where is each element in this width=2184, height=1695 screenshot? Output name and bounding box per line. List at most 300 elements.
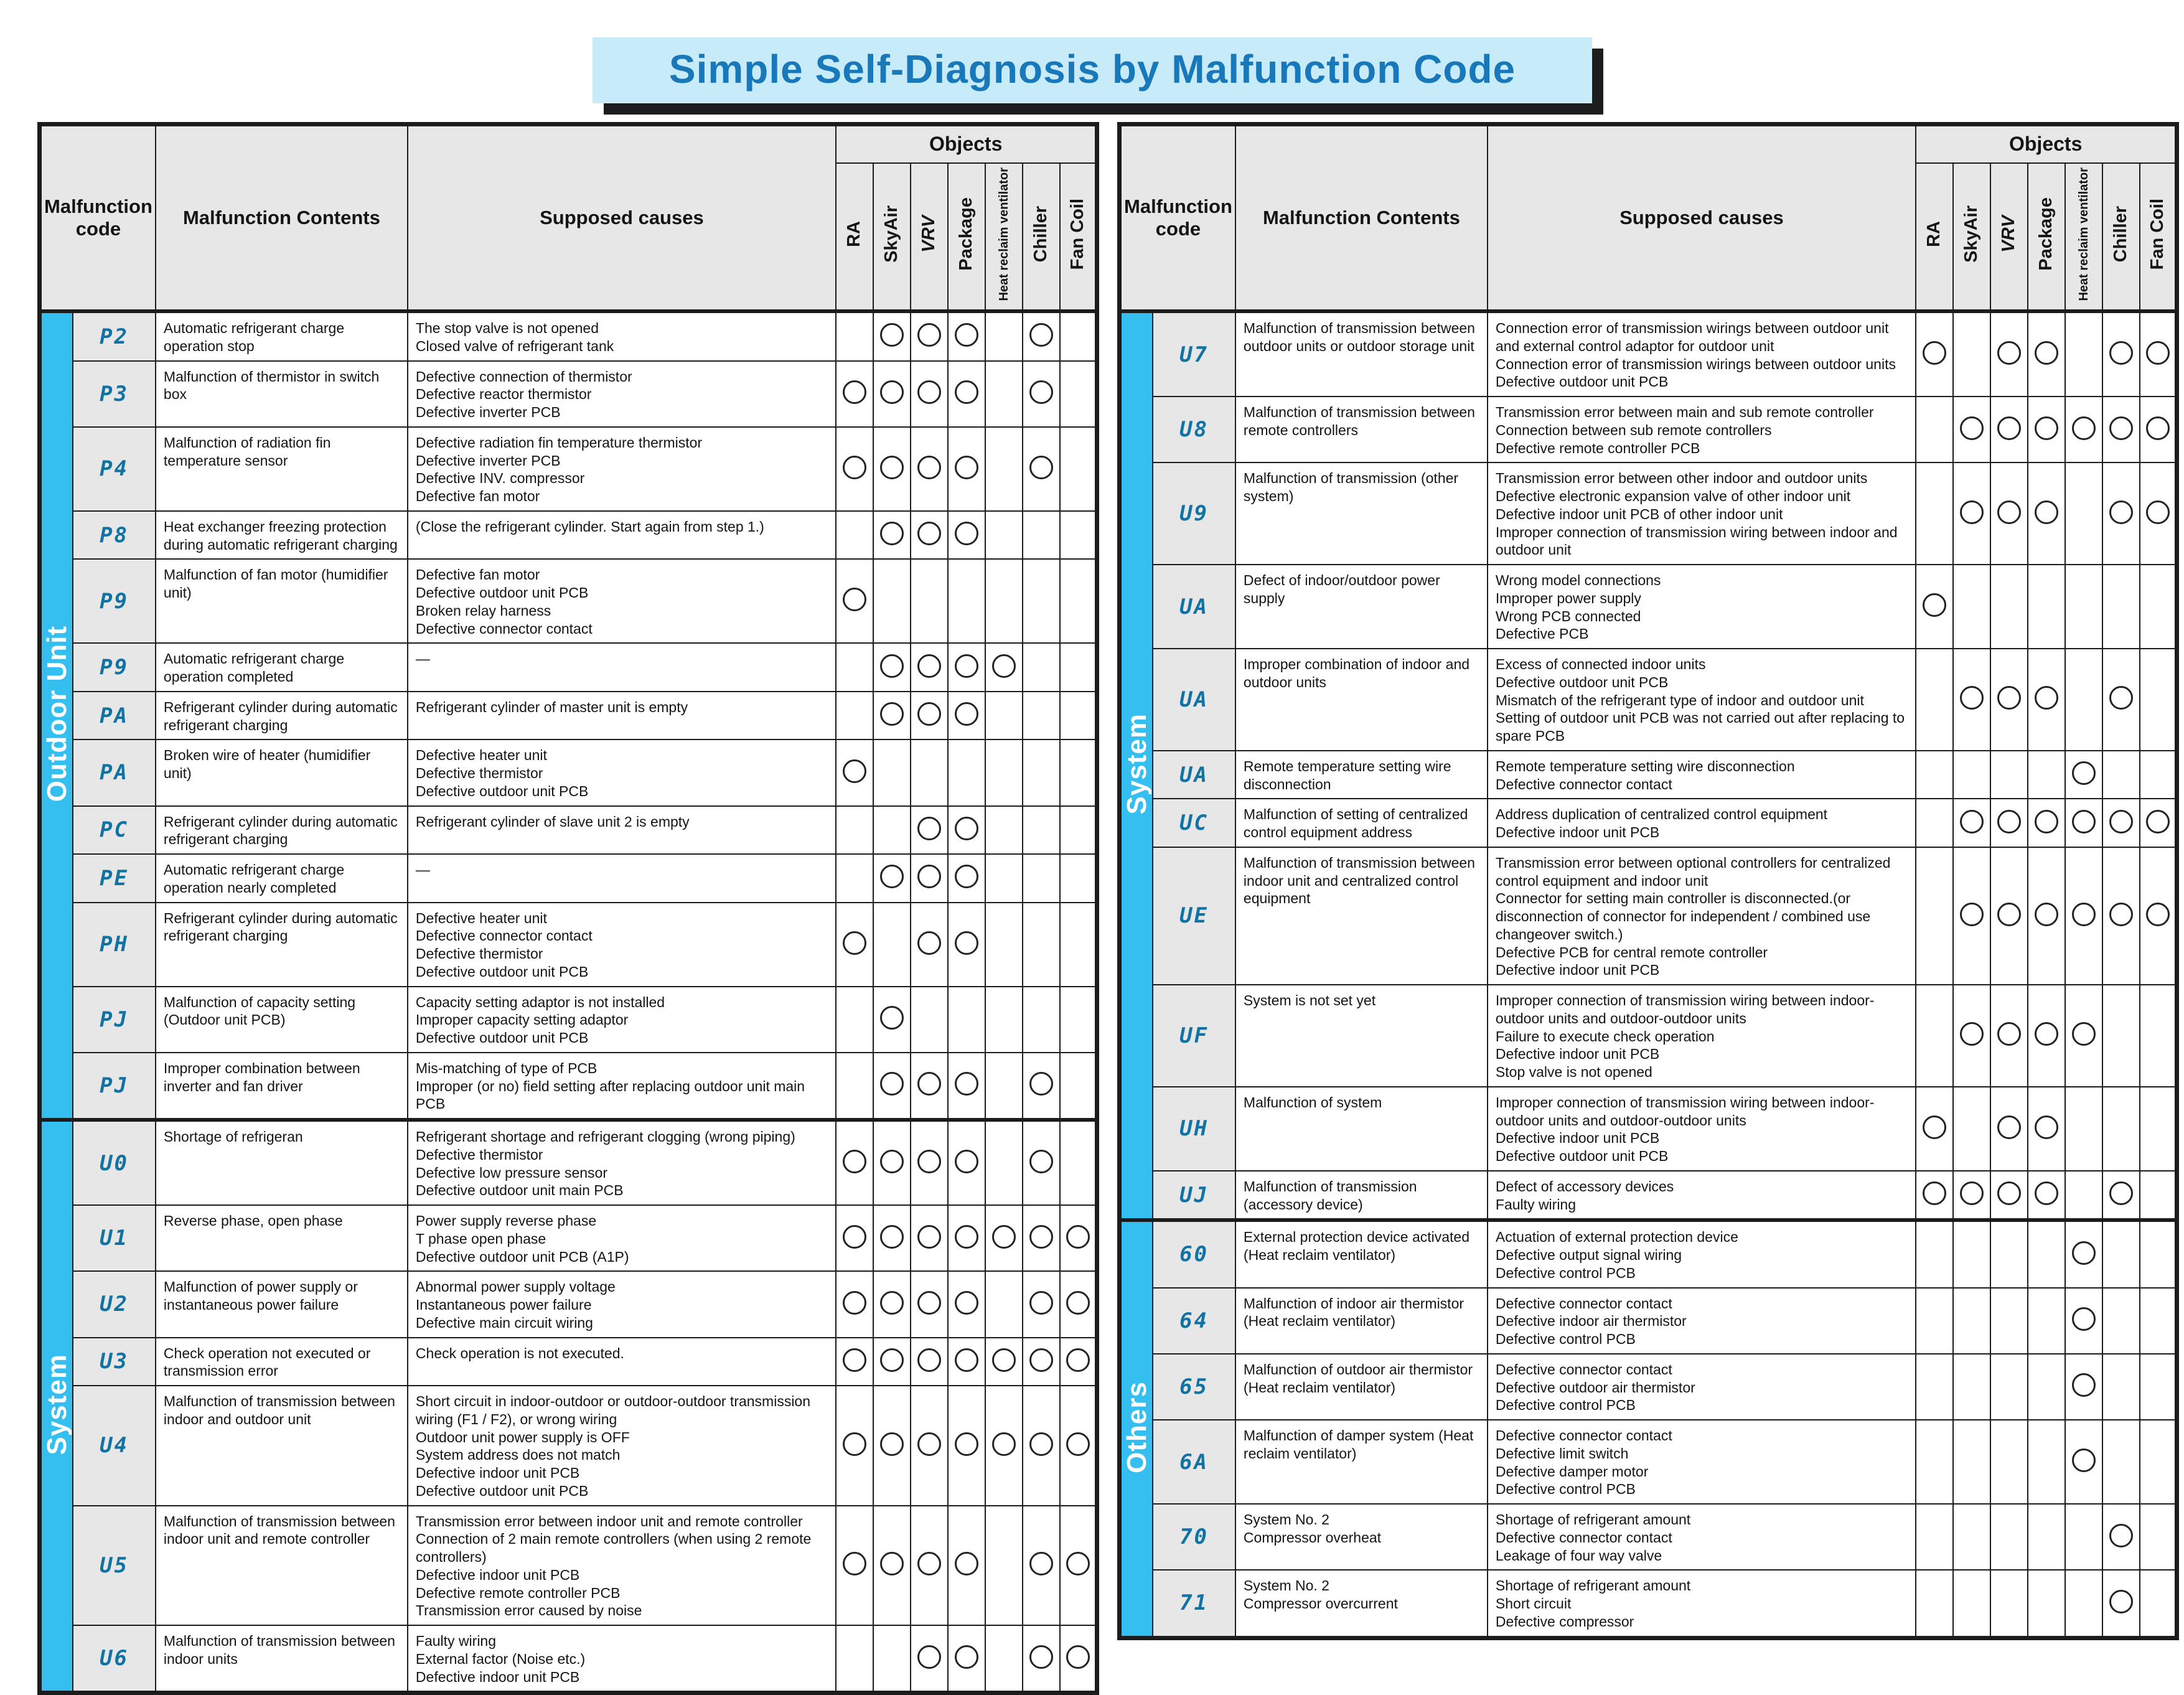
malfunction-code-cell [73, 427, 156, 511]
object-cell-fan-coil [1060, 559, 1097, 643]
column-header-malfunction-code: Malfunction code [40, 124, 156, 312]
object-cell-chiller [1023, 1271, 1060, 1337]
table-row [40, 311, 1097, 361]
supposed-causes-line: System address does not match [415, 1447, 621, 1463]
object-cell-ra [836, 643, 873, 692]
applicable-circle-icon [917, 1225, 941, 1249]
object-cell-package [948, 1386, 985, 1506]
object-cell-fan-coil [1060, 1386, 1097, 1506]
object-cell-package [948, 987, 985, 1053]
applicable-circle-icon [955, 1348, 978, 1372]
object-cell-ra [1916, 799, 1953, 847]
column-header-malfunction-contents: Malfunction Contents [156, 124, 408, 312]
object-cell-heat-reclaim-ventilator [985, 987, 1023, 1053]
applicable-circle-icon [2072, 1307, 2096, 1331]
object-cell-heat-reclaim-ventilator [2065, 1087, 2102, 1171]
supposed-causes-line: Defective limit switch [1495, 1445, 1629, 1462]
applicable-circle-icon [1923, 593, 1946, 617]
object-cell-skyair [873, 1053, 911, 1120]
object-cell-ra [836, 511, 873, 560]
object-cell-vrv [1990, 751, 2028, 799]
object-cell-ra [1916, 1504, 1953, 1570]
object-cell-fan-coil [2140, 565, 2177, 649]
applicable-circle-icon [1066, 1432, 1090, 1456]
object-cell-package [948, 559, 985, 643]
malfunction-code: PJ [100, 1007, 129, 1032]
column-header-supposed-causes: Supposed causes [1488, 124, 1916, 312]
applicable-circle-icon [2109, 341, 2133, 365]
table-row [1120, 1354, 2177, 1420]
object-cell-chiller [1023, 1338, 1060, 1386]
object-cell-vrv [1990, 799, 2028, 847]
table-row [40, 1053, 1097, 1120]
page-title [593, 37, 1592, 103]
applicable-circle-icon [955, 1072, 978, 1096]
object-cell-skyair [1953, 799, 1990, 847]
object-cell-fan-coil [2140, 1220, 2177, 1287]
malfunction-contents-line: Compressor overheat [1243, 1529, 1382, 1546]
applicable-circle-icon [1029, 1291, 1053, 1315]
supposed-causes-line: Transmission error caused by noise [415, 1602, 642, 1619]
section-label-system [40, 1120, 73, 1693]
section-label-text: System [1121, 713, 1152, 815]
object-cell-vrv [1990, 565, 2028, 649]
malfunction-contents-cell [156, 427, 408, 511]
malfunction-code: U0 [100, 1150, 129, 1176]
supposed-causes-cell [408, 1338, 836, 1386]
supposed-causes-line: — [415, 862, 430, 878]
object-header-skyair: SkyAir [873, 163, 911, 312]
object-cell-heat-reclaim-ventilator [2065, 1288, 2102, 1354]
supposed-causes-line: Mismatch of the refrigerant type of indoor and outdoor unit [1495, 692, 1864, 708]
table-row [1120, 985, 2177, 1087]
malfunction-code-cell [73, 511, 156, 560]
object-cell-skyair [873, 311, 911, 361]
table-row [40, 1386, 1097, 1506]
applicable-circle-icon [2035, 903, 2058, 926]
malfunction-contents-line: Malfunction of transmission between indoor units [163, 1633, 395, 1667]
object-cell-fan-coil [1060, 692, 1097, 740]
applicable-circle-icon [880, 522, 904, 545]
object-cell-ra [836, 1120, 873, 1205]
object-cell-vrv [911, 854, 948, 903]
malfunction-code-cell [1153, 1288, 1235, 1354]
object-cell-heat-reclaim-ventilator [985, 854, 1023, 903]
applicable-circle-icon [2035, 1115, 2058, 1139]
column-header-objects: Objects [836, 124, 1097, 163]
malfunction-contents-line: Malfunction of power supply or instantaneous power failure [163, 1279, 358, 1313]
object-cell-heat-reclaim-ventilator [985, 1271, 1023, 1337]
table-row [1120, 565, 2177, 649]
object-cell-fan-coil [1060, 427, 1097, 511]
object-cell-chiller [2102, 397, 2140, 462]
applicable-circle-icon [2109, 810, 2133, 833]
object-cell-package [948, 1625, 985, 1693]
applicable-circle-icon [955, 1432, 978, 1456]
malfunction-code-cell [73, 1506, 156, 1626]
supposed-causes-line: Stop valve is not opened [1495, 1064, 1652, 1081]
supposed-causes-line: Defective connector contact [1495, 1529, 1672, 1546]
object-cell-skyair [1953, 1354, 1990, 1420]
object-cell-chiller [2102, 847, 2140, 985]
malfunction-code: P3 [100, 381, 129, 406]
column-header-malfunction-contents: Malfunction Contents [1235, 124, 1488, 312]
table-row [1120, 1171, 2177, 1221]
supposed-causes-line: Short circuit in indoor-outdoor or outdoor-outdoor transmission wiring (F1 / F2), or wrong wiring [415, 1393, 811, 1427]
applicable-circle-icon [1029, 323, 1053, 347]
object-cell-vrv [1990, 1220, 2028, 1287]
applicable-circle-icon [1066, 1225, 1090, 1249]
page-title-text: Simple Self-Diagnosis by Malfunction Code [668, 47, 1516, 92]
table-row [1120, 397, 2177, 462]
object-cell-package [2028, 985, 2065, 1087]
malfunction-code: UA [1179, 687, 1209, 712]
applicable-circle-icon [2072, 1022, 2096, 1046]
applicable-circle-icon [843, 1432, 866, 1456]
malfunction-contents-cell [156, 903, 408, 987]
supposed-causes-cell [408, 854, 836, 903]
malfunction-code: U1 [100, 1226, 129, 1251]
malfunction-code: 6A [1179, 1449, 1209, 1475]
malfunction-code: U4 [100, 1433, 129, 1458]
supposed-causes-cell [1488, 1570, 1916, 1638]
applicable-circle-icon [2109, 416, 2133, 440]
applicable-circle-icon [2109, 686, 2133, 710]
supposed-causes-cell [408, 1053, 836, 1120]
table-row [1120, 1504, 2177, 1570]
supposed-causes-cell [408, 643, 836, 692]
applicable-circle-icon [955, 817, 978, 840]
object-cell-chiller [2102, 311, 2140, 397]
object-cell-fan-coil [1060, 1120, 1097, 1205]
malfunction-contents-line: Refrigerant cylinder during automatic refrigerant charging [163, 813, 398, 848]
object-cell-fan-coil [2140, 462, 2177, 565]
malfunction-contents-line: Reverse phase, open phase [163, 1213, 343, 1229]
malfunction-code-cell [73, 1053, 156, 1120]
object-cell-fan-coil [1060, 643, 1097, 692]
object-cell-package [948, 854, 985, 903]
malfunction-code-cell [73, 903, 156, 987]
supposed-causes-line: Defective PCB for central remote controller [1495, 944, 1768, 960]
malfunction-code: U9 [1179, 501, 1209, 527]
object-cell-package [948, 1053, 985, 1120]
supposed-causes-line: Defective outdoor unit PCB [415, 1482, 589, 1499]
malfunction-contents-line: Automatic refrigerant charge operation nearly completed [163, 862, 345, 896]
applicable-circle-icon [917, 1645, 941, 1669]
malfunction-contents-line: Malfunction of transmission between remote controllers [1243, 404, 1475, 438]
object-cell-ra [836, 987, 873, 1053]
malfunction-code-cell [1153, 1504, 1235, 1570]
object-cell-chiller [1023, 511, 1060, 560]
object-cell-skyair [1953, 311, 1990, 397]
object-cell-skyair [873, 427, 911, 511]
object-cell-package [948, 806, 985, 855]
table-row [1120, 1420, 2177, 1504]
supposed-causes-cell [1488, 397, 1916, 462]
object-cell-fan-coil [2140, 1570, 2177, 1638]
supposed-causes-line: Defective INV. compressor [415, 470, 585, 487]
object-cell-heat-reclaim-ventilator [2065, 311, 2102, 397]
malfunction-code: P4 [100, 456, 129, 482]
object-cell-skyair [1953, 1087, 1990, 1171]
malfunction-contents-line: Automatic refrigerant charge operation completed [163, 650, 345, 685]
applicable-circle-icon [843, 759, 866, 783]
supposed-causes-line: Defective indoor unit PCB [1495, 824, 1660, 841]
applicable-circle-icon [2035, 686, 2058, 710]
object-cell-vrv [911, 692, 948, 740]
malfunction-contents-cell [1235, 1171, 1488, 1221]
malfunction-code-cell [73, 559, 156, 643]
supposed-causes-cell [408, 692, 836, 740]
malfunction-code-cell [73, 854, 156, 903]
object-cell-package [948, 1205, 985, 1271]
malfunction-contents-line: Defect of indoor/outdoor power supply [1243, 572, 1440, 606]
malfunction-contents-line: Remote temperature setting wire disconnection [1243, 758, 1451, 792]
diagnosis-table-left [37, 122, 1099, 1695]
object-cell-vrv [911, 1205, 948, 1271]
object-cell-package [948, 427, 985, 511]
object-cell-ra [836, 1338, 873, 1386]
object-header-ra: RA [1916, 163, 1953, 312]
applicable-circle-icon [880, 323, 904, 347]
supposed-causes-line: Defective outdoor unit PCB [415, 963, 589, 980]
applicable-circle-icon [917, 1432, 941, 1456]
malfunction-code: P8 [100, 522, 129, 548]
applicable-circle-icon [1066, 1348, 1090, 1372]
supposed-causes-cell [408, 1205, 836, 1271]
object-cell-skyair [873, 1506, 911, 1626]
object-cell-chiller [2102, 1504, 2140, 1570]
object-cell-chiller [1023, 854, 1060, 903]
applicable-circle-icon [1029, 1225, 1053, 1249]
section-label-text: Others [1121, 1381, 1152, 1473]
applicable-circle-icon [1029, 456, 1053, 479]
malfunction-contents-line: System is not set yet [1243, 992, 1376, 1009]
malfunction-code-cell [1153, 1570, 1235, 1638]
malfunction-code: PH [100, 932, 129, 957]
applicable-circle-icon [843, 931, 866, 955]
malfunction-code-cell [1153, 462, 1235, 565]
object-cell-package [2028, 1171, 2065, 1221]
malfunction-code: PA [100, 760, 129, 786]
malfunction-code: PE [100, 865, 129, 891]
supposed-causes-line: Refrigerant cylinder of slave unit 2 is empty [415, 813, 690, 830]
supposed-causes-cell [1488, 1288, 1916, 1354]
object-cell-chiller [1023, 740, 1060, 805]
applicable-circle-icon [992, 1225, 1016, 1249]
malfunction-contents-line: Malfunction of radiation fin temperature sensor [163, 434, 331, 469]
supposed-causes-line: Defective outdoor unit PCB [1495, 373, 1669, 390]
object-cell-package [948, 311, 985, 361]
applicable-circle-icon [843, 588, 866, 611]
malfunction-contents-cell [1235, 565, 1488, 649]
applicable-circle-icon [880, 1150, 904, 1173]
supposed-causes-line: Defective outdoor unit PCB (A1P) [415, 1248, 629, 1265]
object-cell-skyair [873, 740, 911, 805]
malfunction-contents-line: Check operation not executed or transmission error [163, 1345, 371, 1379]
table-header [1120, 124, 2177, 312]
object-cell-ra [1916, 1087, 1953, 1171]
supposed-causes-line: Defective outdoor unit PCB [415, 585, 589, 601]
section-label-others [1120, 1220, 1153, 1638]
applicable-circle-icon [1960, 810, 1984, 833]
object-cell-skyair [873, 1338, 911, 1386]
object-cell-ra [1916, 311, 1953, 397]
object-header-chiller: Chiller [2102, 163, 2140, 312]
object-cell-vrv [911, 987, 948, 1053]
applicable-circle-icon [843, 380, 866, 404]
object-cell-heat-reclaim-ventilator [985, 311, 1023, 361]
object-header-vrv: VRV [911, 163, 948, 312]
object-cell-chiller [1023, 1386, 1060, 1506]
applicable-circle-icon [2072, 1241, 2096, 1265]
supposed-causes-line: Defective compressor [1495, 1613, 1634, 1630]
supposed-causes-line: Defective connector contact [1495, 776, 1672, 792]
object-cell-skyair [873, 559, 911, 643]
applicable-circle-icon [955, 323, 978, 347]
malfunction-code-cell [1153, 1087, 1235, 1171]
object-cell-package [948, 1271, 985, 1337]
table-row [1120, 847, 2177, 985]
object-cell-skyair [1953, 1220, 1990, 1287]
applicable-circle-icon [955, 1291, 978, 1315]
applicable-circle-icon [880, 380, 904, 404]
supposed-causes-line: Remote temperature setting wire disconnection [1495, 758, 1795, 774]
malfunction-contents-line: Malfunction of transmission between indoor and outdoor unit [163, 1393, 395, 1427]
supposed-causes-line: Defective outdoor unit PCB [1495, 674, 1669, 690]
object-header-heat-reclaim-ventilator: Heat reclaim ventilator [2065, 163, 2102, 312]
object-cell-skyair [873, 1271, 911, 1337]
table-row [40, 559, 1097, 643]
supposed-causes-line: Defective damper motor [1495, 1463, 1649, 1480]
supposed-causes-line: Defective indoor unit PCB [1495, 962, 1660, 979]
malfunction-code-cell [73, 987, 156, 1053]
malfunction-code: U5 [100, 1552, 129, 1578]
applicable-circle-icon [2109, 903, 2133, 926]
supposed-causes-line: Faulty wiring [415, 1633, 497, 1650]
object-cell-heat-reclaim-ventilator [2065, 462, 2102, 565]
supposed-causes-cell [408, 1386, 836, 1506]
malfunction-contents-cell [1235, 649, 1488, 751]
object-cell-ra [1916, 1354, 1953, 1420]
object-cell-skyair [1953, 985, 1990, 1087]
table-row [40, 740, 1097, 805]
object-cell-ra [836, 1506, 873, 1626]
malfunction-code: P9 [100, 588, 129, 614]
malfunction-code-cell [1153, 799, 1235, 847]
object-cell-skyair [1953, 1171, 1990, 1221]
supposed-causes-line: Defective inverter PCB [415, 404, 561, 421]
supposed-causes-line: Defective connector contact [1495, 1427, 1672, 1444]
object-cell-chiller [1023, 1053, 1060, 1120]
supposed-causes-line: Actuation of external protection device [1495, 1229, 1738, 1246]
malfunction-contents-line: Malfunction of setting of centralized control equipment address [1243, 806, 1468, 841]
malfunction-code: UA [1179, 594, 1209, 619]
object-cell-chiller [1023, 806, 1060, 855]
supposed-causes-line: Failure to execute check operation [1495, 1028, 1715, 1045]
malfunction-contents-cell [1235, 847, 1488, 985]
applicable-circle-icon [1029, 1150, 1053, 1173]
supposed-causes-cell [1488, 1504, 1916, 1570]
supposed-causes-line: Defective fan motor [415, 566, 540, 583]
applicable-circle-icon [1029, 1645, 1053, 1669]
applicable-circle-icon [843, 456, 866, 479]
supposed-causes-line: Transmission error between optional controllers for centralized control equipment and indoor unit [1495, 854, 1891, 889]
applicable-circle-icon [880, 1006, 904, 1030]
malfunction-code-cell [1153, 1354, 1235, 1420]
supposed-causes-line: External factor (Noise etc.) [415, 1650, 586, 1667]
applicable-circle-icon [1960, 1181, 1984, 1205]
object-cell-fan-coil [2140, 751, 2177, 799]
malfunction-contents-cell [156, 1205, 408, 1271]
supposed-causes-line: Outdoor unit power supply is OFF [415, 1429, 630, 1445]
applicable-circle-icon [917, 1291, 941, 1315]
object-cell-vrv [1990, 1087, 2028, 1171]
object-cell-chiller [2102, 1420, 2140, 1504]
applicable-circle-icon [1029, 1432, 1053, 1456]
applicable-circle-icon [2072, 1373, 2096, 1397]
applicable-circle-icon [843, 1291, 866, 1315]
malfunction-contents-cell [1235, 799, 1488, 847]
applicable-circle-icon [955, 380, 978, 404]
object-cell-ra [836, 806, 873, 855]
object-cell-ra [836, 1053, 873, 1120]
malfunction-code: 70 [1179, 1524, 1209, 1550]
malfunction-contents-cell [1235, 397, 1488, 462]
supposed-causes-cell [1488, 1087, 1916, 1171]
object-cell-package [2028, 1288, 2065, 1354]
object-cell-vrv [1990, 1288, 2028, 1354]
malfunction-contents-cell [156, 1625, 408, 1693]
malfunction-contents-cell [156, 1506, 408, 1626]
supposed-causes-line: Excess of connected indoor units [1495, 656, 1706, 673]
object-cell-chiller [2102, 1220, 2140, 1287]
supposed-causes-line: Defective low pressure sensor [415, 1164, 607, 1181]
column-header-supposed-causes: Supposed causes [408, 124, 836, 312]
table-row [1120, 462, 2177, 565]
malfunction-code-cell [73, 1120, 156, 1205]
object-cell-ra [836, 1386, 873, 1506]
object-cell-heat-reclaim-ventilator [985, 1506, 1023, 1626]
object-cell-heat-reclaim-ventilator [2065, 847, 2102, 985]
object-cell-package [2028, 847, 2065, 985]
object-cell-heat-reclaim-ventilator [985, 559, 1023, 643]
applicable-circle-icon [917, 1552, 941, 1575]
table-row [40, 1625, 1097, 1693]
malfunction-contents-line: Malfunction of system [1243, 1094, 1382, 1110]
object-cell-vrv [1990, 462, 2028, 565]
supposed-causes-line: Capacity setting adaptor is not installed [415, 993, 665, 1010]
supposed-causes-line: Defective electronic expansion valve of other indoor unit [1495, 488, 1851, 505]
object-cell-vrv [911, 559, 948, 643]
object-cell-fan-coil [1060, 987, 1097, 1053]
object-cell-skyair [1953, 462, 1990, 565]
supposed-causes-line: Defective outdoor unit PCB [415, 1030, 589, 1046]
object-cell-fan-coil [1060, 1053, 1097, 1120]
malfunction-contents-line: Automatic refrigerant charge operation stop [163, 320, 345, 354]
object-cell-vrv [911, 1625, 948, 1693]
supposed-causes-line: Defective control PCB [1495, 1331, 1636, 1348]
malfunction-contents-cell [156, 806, 408, 855]
object-cell-fan-coil [2140, 649, 2177, 751]
column-header-objects: Objects [1916, 124, 2177, 163]
object-cell-package [2028, 1420, 2065, 1504]
supposed-causes-line: Defective indoor unit PCB [415, 1668, 580, 1685]
object-cell-skyair [873, 1625, 911, 1693]
supposed-causes-cell [1488, 847, 1916, 985]
object-cell-heat-reclaim-ventilator [985, 1053, 1023, 1120]
malfunction-contents-line: Refrigerant cylinder during automatic refrigerant charging [163, 698, 398, 733]
